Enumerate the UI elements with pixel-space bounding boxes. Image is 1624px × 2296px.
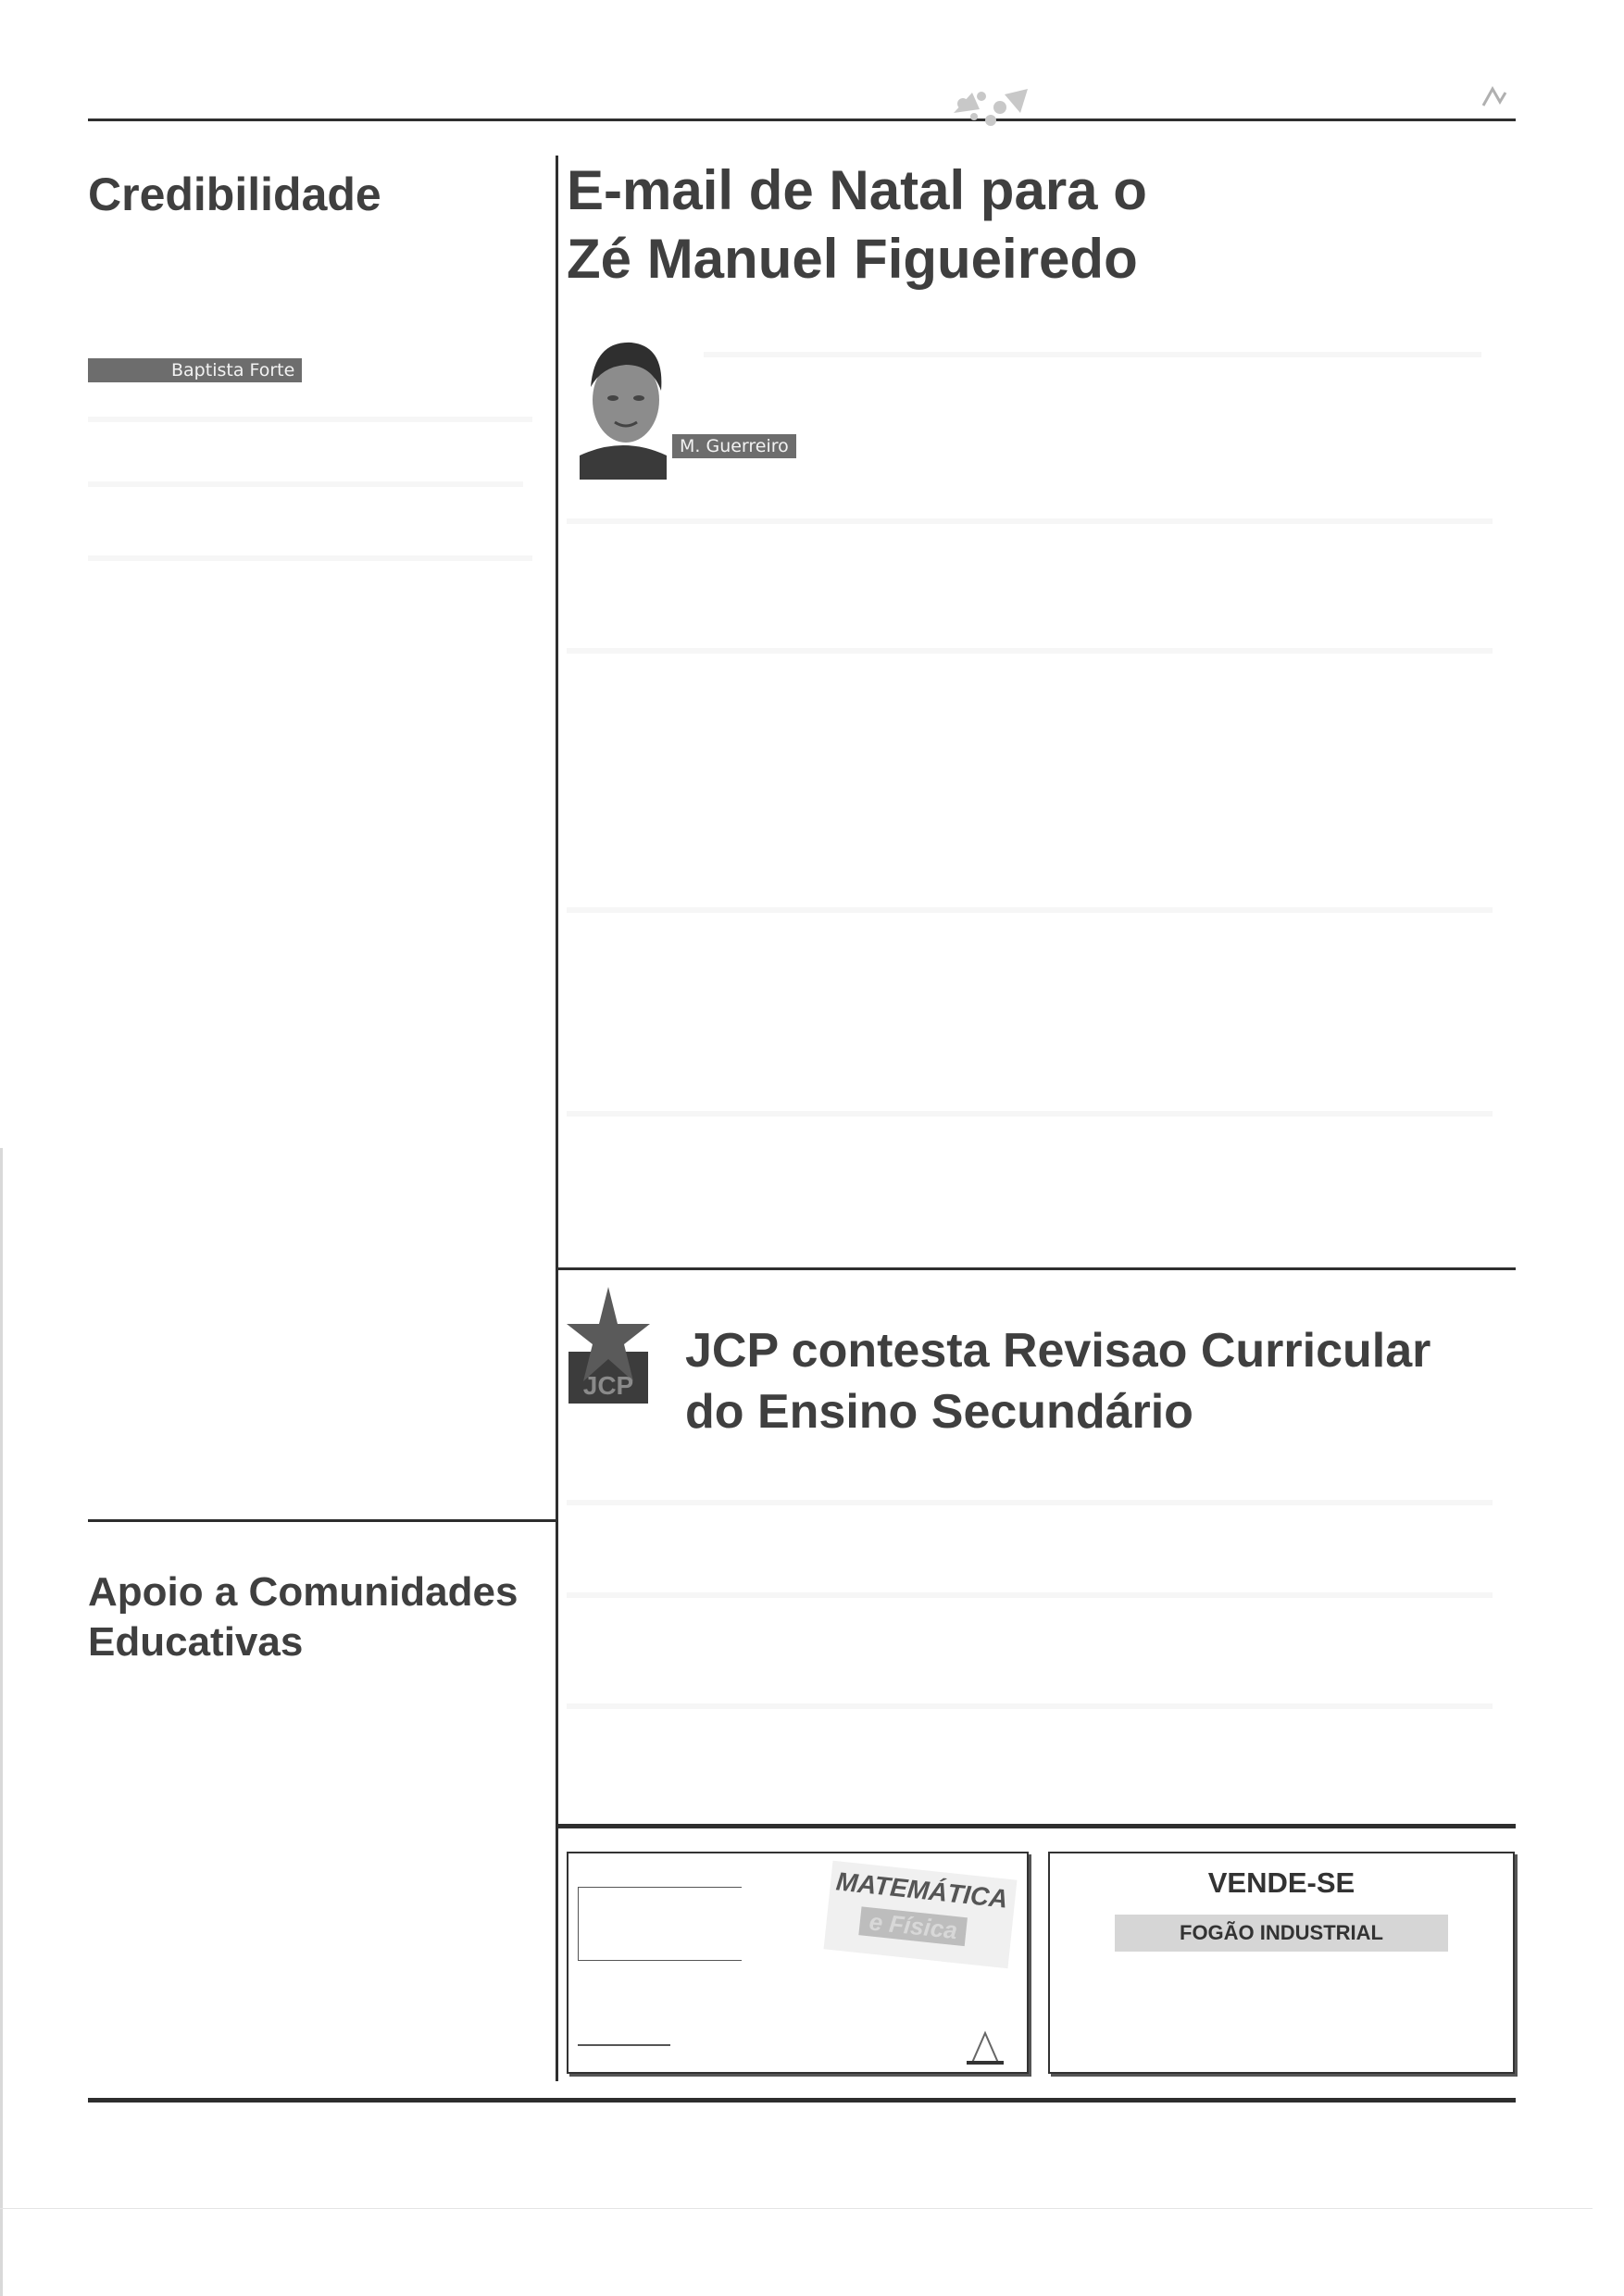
jcp-section-rule: [556, 1267, 1516, 1270]
jcp-body-text: [567, 1500, 1493, 1505]
ads-top-rule: [556, 1824, 1516, 1828]
jcp-title-line1: JCP contesta Revisao Curricular: [685, 1324, 1431, 1378]
email-body-text: [567, 648, 1493, 654]
ad-matematica-divider: [578, 2044, 670, 2046]
email-body-text: [567, 518, 1493, 524]
scan-edge: [0, 1148, 3, 2296]
ad-matematica-line2: e Física: [858, 1906, 968, 1946]
email-body-text: [704, 352, 1481, 357]
column-divider: [556, 156, 558, 2081]
ad-matematica-line1: MATEMÁTICA: [834, 1866, 1010, 1914]
ad-matematica-form-box: [578, 1887, 742, 1961]
header-rule: [88, 119, 1516, 121]
jcp-title-line2: do Ensino Secundário: [685, 1385, 1193, 1439]
holly-ornament: [935, 76, 1046, 141]
ad-matematica-banner: [824, 1861, 1018, 1968]
ad-matematica: [567, 1852, 1029, 2074]
email-byline: M. Guerreiro: [672, 434, 796, 458]
email-body-text: [567, 1111, 1493, 1117]
author-portrait: [572, 333, 674, 480]
jcp-logo-text: JCP: [582, 1371, 634, 1400]
credibilidade-body-text: [88, 555, 532, 561]
scan-bottom-line: [0, 2208, 1593, 2209]
credibilidade-body-text: [88, 417, 532, 422]
credibilidade-body-text: [88, 481, 523, 487]
ad-vende-se-subtitle: FOGÃO INDUSTRIAL: [1115, 1915, 1448, 1952]
email-title-line1: E-mail de Natal para o: [567, 159, 1147, 221]
apoio-title-line2: Educativas: [88, 1619, 304, 1665]
credibilidade-byline: Baptista Forte: [88, 358, 302, 382]
left-section-rule: [88, 1519, 557, 1522]
ad-vende-se: [1048, 1852, 1515, 2074]
ad-vende-se-title: VENDE-SE: [1207, 1866, 1355, 1899]
triangle-icon: [967, 2029, 1004, 2066]
corner-mark: [1480, 83, 1507, 111]
email-title-line2: Zé Manuel Figueiredo: [567, 228, 1138, 290]
jcp-body-text: [567, 1592, 1493, 1598]
jcp-logo: [567, 1285, 650, 1405]
jcp-body-text: [567, 1703, 1493, 1709]
email-body-text: [567, 907, 1493, 913]
footer-rule: [88, 2098, 1516, 2103]
apoio-title-line1: Apoio a Comunidades: [88, 1569, 518, 1615]
credibilidade-title: Credibilidade: [88, 168, 381, 220]
